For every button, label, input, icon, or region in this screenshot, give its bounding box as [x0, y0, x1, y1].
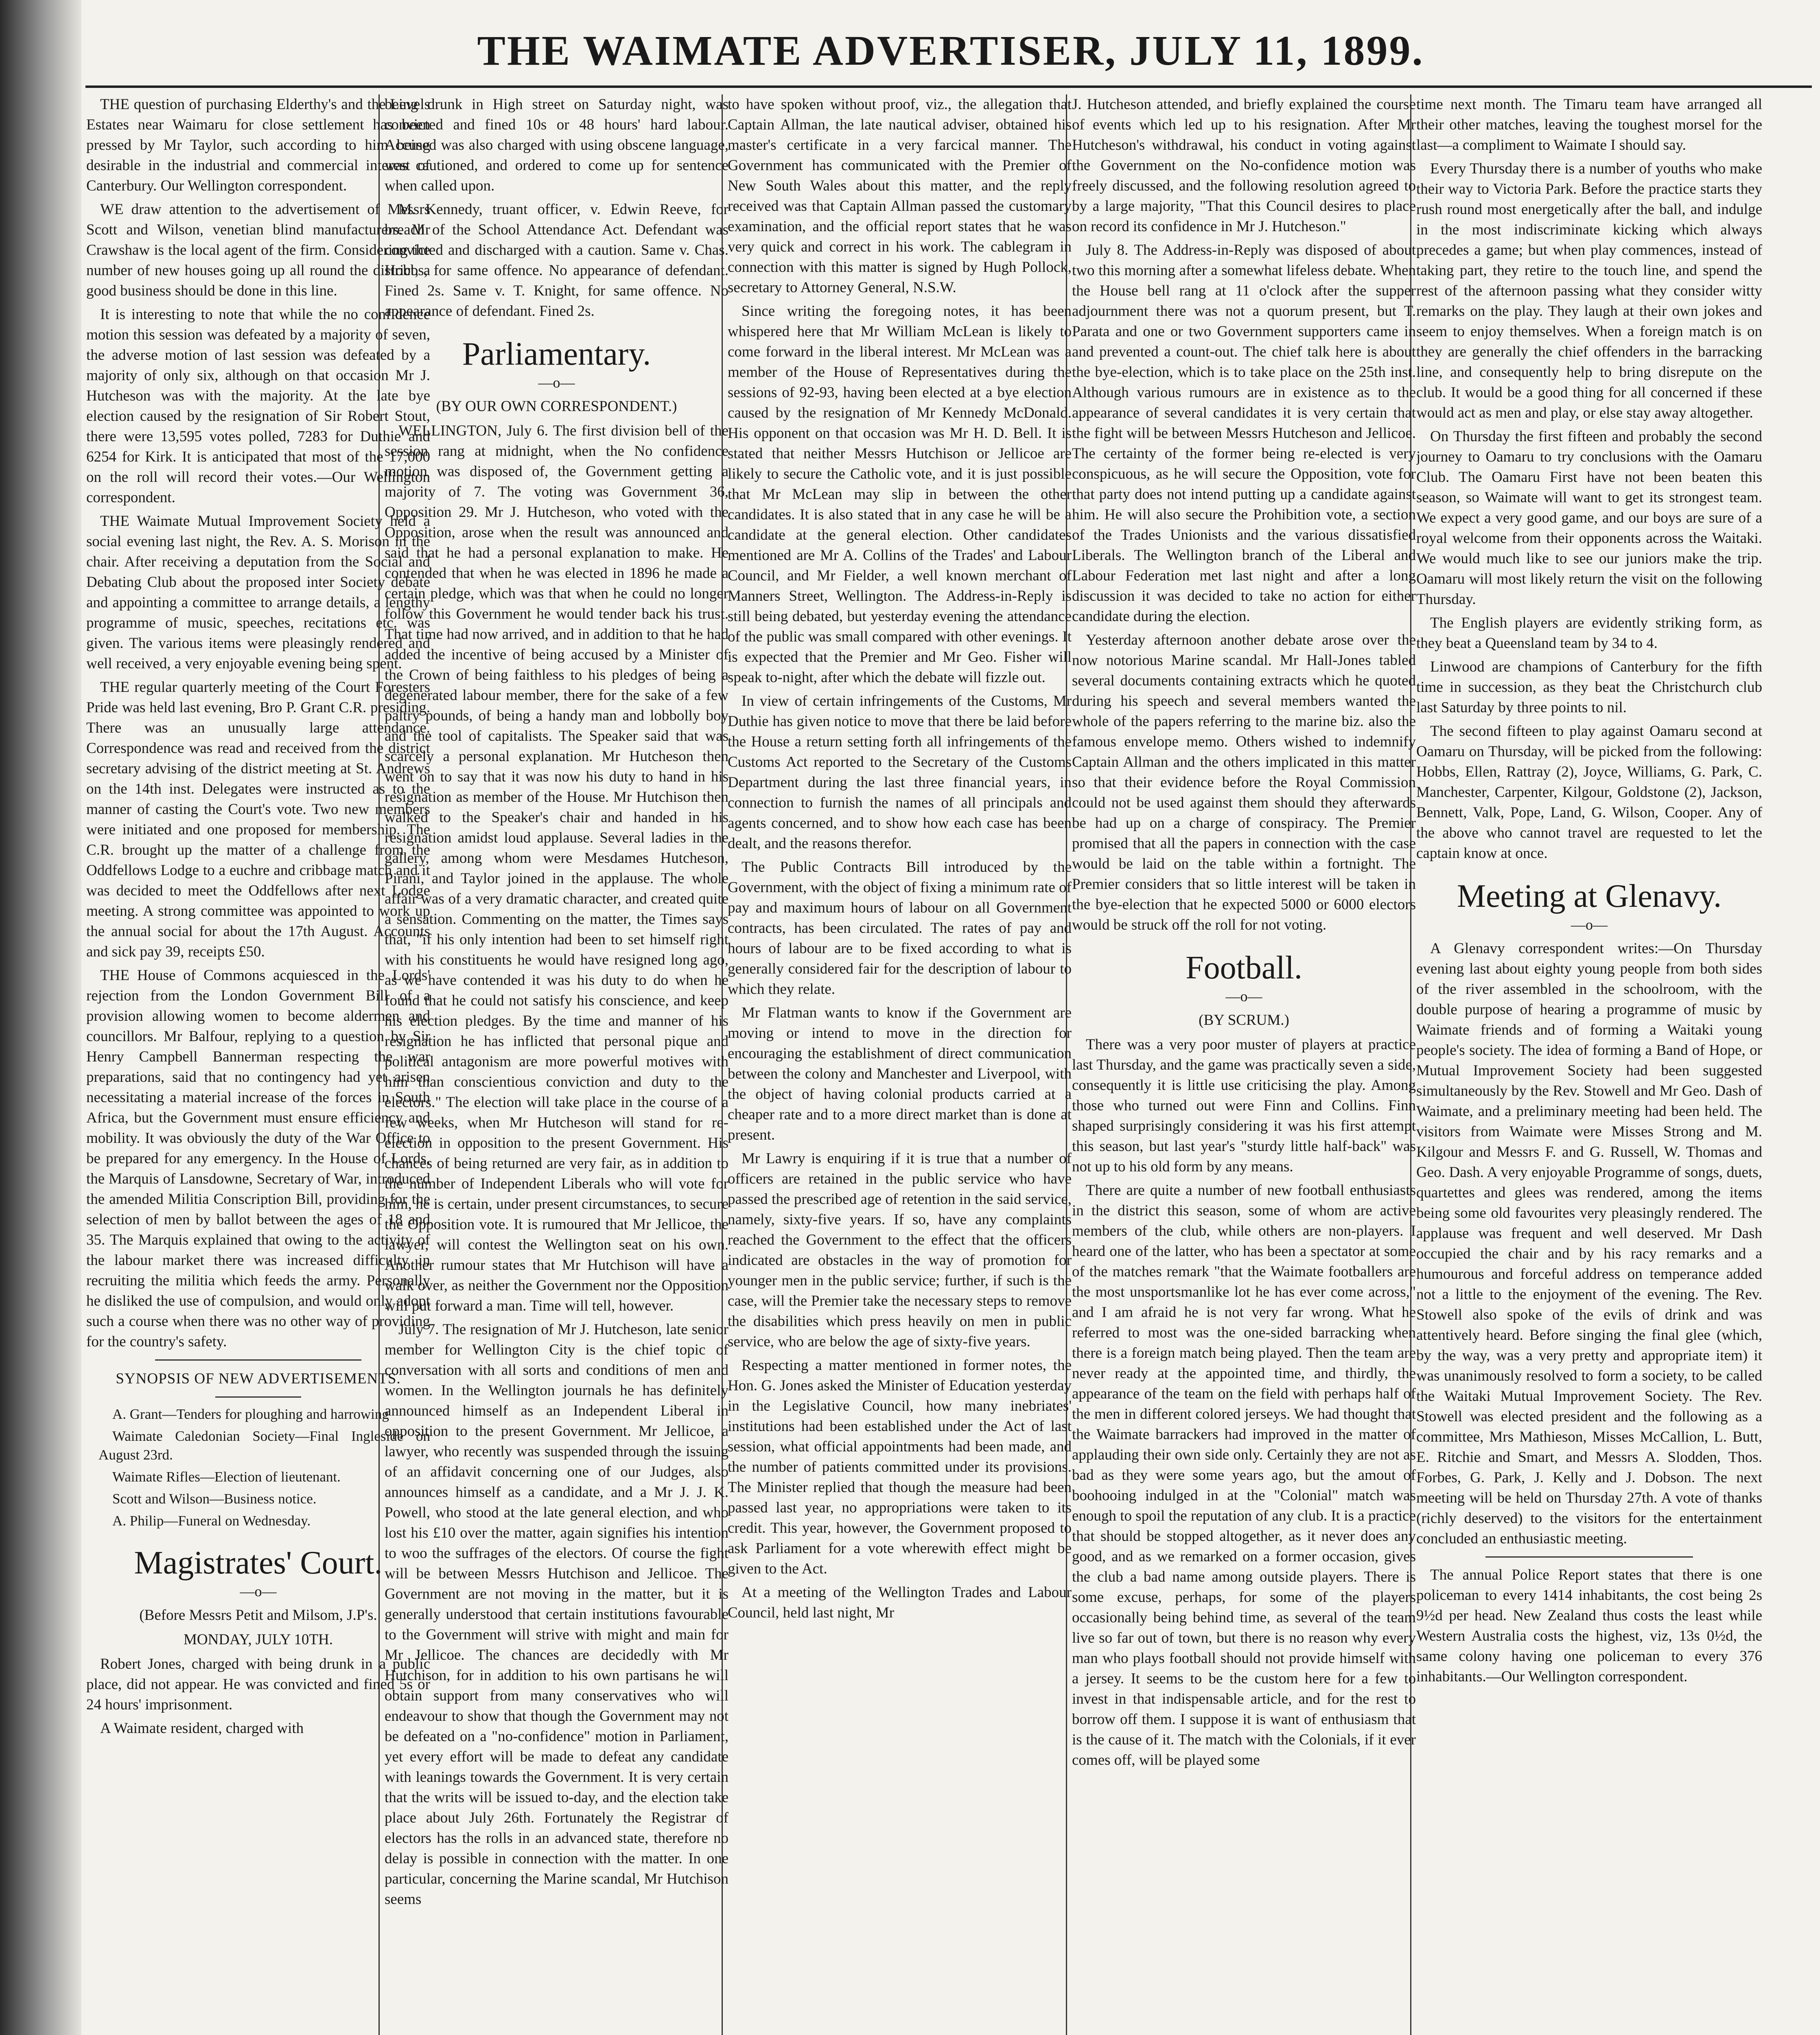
paragraph: July 7. The resignation of Mr J. Hutcheson, late senior member for Wellington City is the chief topic of conversation with all sorts and conditions of men and women. In the Wellington journals he has definitely announced himself as an Independent Liberal in opposition to the present Government. Mr Jellicoe, a lawyer, who recently was suspended through the issuing of an affidavit concerning one of our Judges, also announces himself as a candidate, and a Mr J. J. K. Powell, who stood at the late general election, and who lost his £10 over the matter, again signifies his intention to woo the suffrages of the electors. Of course the fight will be between Messrs Hutchison and Jellicoe. The Government are not moving in the matter, but it is generally understood that certain institutions favourable to the Government will strive with might and main for Mr Jellicoe. The chances are decidedly with Mr Hutchison, for in addition to his own partisans he will obtain support from many conservatives who will endeavour to show that though the Government may not be defeated on a "no-confidence" motion in Parliament, yet every effort will be made to defeat any candidate with leanings towards the Government. It is very certain that the writs will be issued to-day, and the election take place about July 26th. Fortunately the Registrar of electors has the rolls in an advanced state, therefore no delay is possible in connection with the matter. In one particular, concerning the Marine scandal, Mr Hutchison seems [385, 1321, 728, 1908]
paragraph: It is interesting to note that while the no confidence motion this session was defeated by a majority of seven, the adverse motion of last session was defeated by a majority of only six, although on that occasion Mr J. Hutcheson was with the majority. At the late bye election caused by the resignation of Sir Robert Stout, there were 13,595 votes polled, 7283 for Duthie and 6254 for Kirk. It is anticipated that most of the 17,000 on the roll will record their votes.—Our Wellington correspondent. [86, 306, 430, 506]
paragraph: The English players are evidently striking form, as they beat a Queensland team by 34 to 4. [1416, 615, 1762, 652]
ornament: —o— [1571, 917, 1608, 933]
paragraph: Mr Lawry is enquiring if it is true that a number of officers are retained in the public service who have passed the prescribed age of retention in the said service, namely, sixty-five years. If so, have any complaints reached the Government to the effect that the officers indicated are obstacles in the way of promotion for younger men in the public service; further, if such is the case, will the Premier take the necessary steps to remove the disabilities which press heavily on men in public service, who are below the age of sixty-five years. [728, 1150, 1072, 1350]
section-rule [1485, 1556, 1693, 1558]
page-binding-edge [0, 0, 81, 2035]
ornament: —o— [538, 374, 575, 391]
paragraph: There was a very poor muster of players at practice last Thursday, and the game was practically seven a side, consequently it is little use criticising the play. Among those who turned out were Finn and Collins. Finn shaped surprisingly considering it was his first attempt this season, but last year's "sturdy little half-back" was not up to his old form by any means. [1072, 1036, 1416, 1175]
paragraph: M. Kennedy, truant officer, v. Edwin Reeve, for breach of the School Attendance Act. Defendant was convicted and discharged with a caution. Same v. Chas. Hobbs, for same offence. No appearance of defendant. Fined 2s. Same v. T. Knight, for same offence. No appearance of defendant. Fined 2s. [385, 201, 728, 319]
paragraph: The second fifteen to play against Oamaru second at Oamaru on Thursday, will be picked from the following: Hobbs, Ellen, Rattray (2), Joyce, Williams, G. Park, C. Manchester, Carpenter, Kilgour, Goldstone (2), Jackson, Bennett, Valk, Pope, Land, G. Wilson, Cooper. Any of the above who cannot travel are requested to let the captain know at once. [1416, 723, 1762, 862]
paragraph: THE question of purchasing Elderthy's and the Levels Estates near Waimaru for close settlement has been pressed by Mr Taylor, such according to him being desirable in the industrial and commercial interest of Canterbury. Our Wellington correspondent. [86, 96, 430, 194]
paragraph: Robert Jones, charged with being drunk in a public place, did not appear. He was convicted and fined 5s or 24 hours' imprisonment. [86, 1656, 430, 1713]
column-5 [1416, 94, 1762, 2035]
column-3 [728, 94, 1072, 2035]
paragraph: J. Hutcheson attended, and briefly explained the course of events which led up to his resignation. After Mr Hutcheson's withdrawal, his conduct in voting against the Government on the No-confidence motion was freely discussed, and the following resolution agreed to by a large majority, "That this Council desires to place on record its confidence in Mr J. Hutcheson." [1072, 96, 1416, 235]
paragraph: WE draw attention to the advertisement of Messrs Scott and Wilson, venetian blind manufacturers. Mr Crawshaw is the local agent of the firm. Considering the number of new houses going up all round the district, a good business should be done in this line. [86, 201, 430, 299]
synopsis-item: Scott and Wilson—Business notice. [112, 1491, 317, 1507]
paragraph: Linwood are champions of Canterbury for the fifth time in succession, as they beat the Christchurch club last Saturday by three points to nil. [1416, 659, 1762, 716]
section-heading: Meeting at Glenavy. [1457, 878, 1722, 914]
paragraph: On Thursday the first fifteen and probably the second journey to Oamaru to try conclusions with the Oamaru Club. The Oamaru First have not been beaten this season, so Waimate will want to get its strongest team. We expect a very good game, and our boys are sure of a royal welcome from their opponents across the Waitaki. We would much like to see our juniors make the trip. Oamaru will most likely return the visit on the following Thursday. [1416, 428, 1762, 608]
paragraph: July 8. The Address-in-Reply was disposed of about two this morning after a somewhat lifeless debate. When the House bell rang at 11 o'clock after the supper adjournment there was not a quorum present, but T. Parata and one or two Government supporters came in and prevented a count-out. The chief talk here is about the bye-election, which is to take place on the 25th inst. Although various rumours are in existence as to the appearance of several candidates it is very certain that the fight will be between Messrs Hutcheson and Jellicoe. The certainty of the former being re-elected is very conspicuous, as he will secure the Opposition, vote for that party does not intend putting up a candidate against him. He will also secure the Prohibition vote, a section of the Trades Unionists and the various dissatisfied Liberals. The Wellington branch of the Liberal and Labour Federation met last night and after a long discussion it was decided to take no action for either candidate during the election. [1072, 242, 1416, 625]
byline: (BY SCRUM.) [1199, 1012, 1289, 1028]
paragraph: Every Thursday there is a number of youths who make their way to Victoria Park. Before the practice starts they rush round most energetically after the ball, and indulge in the most indiscriminate kicking which always precedes a game; but when play commences, instead of taking part, they retire to the touch line, and spend the rest of the afternoon passing what they consider witty remarks on the play. They laugh at their own jokes and seem to enjoy themselves. When a foreign match is on they are generally the chief offenders in the barracking line, and consequently help to bring disrepute on the club. It would be a good thing for all concerned if these would act as men and play, or else stay away altogether. [1416, 160, 1762, 421]
ornament: —o— [1225, 988, 1262, 1004]
synopsis-item: A. Philip—Funeral on Wednesday. [112, 1513, 311, 1529]
section-heading: Magistrates' Court. [134, 1545, 383, 1581]
section-rule [215, 1396, 301, 1398]
court-bench: (Before Messrs Petit and Milsom, J.P's. [139, 1607, 377, 1624]
paragraph: WELLINGTON, July 6. The first division bell of the session rang at midnight, when the No confidence motion was disposed of, the Government getting a majority of 7. The voting was Government 36, Opposition 29. Mr J. Hutcheson, who voted with the Opposition, arose when the result was announced and said that he had a personal explanation to make. He contended that when he was elected in 1896 he made a certain pledge, which was that when he could no longer follow this Government he would tender back his trust. That time had now arrived, and in addition to that he had added the incentive of being accused by a Minister of the Crown of being faithless to his pledges of being a degenerated labour member, there for the sake of a few paltry pounds, of being a handy man and lobbolly boy and the tool of capitalists. The Speaker said that was scarcely a personal explanation. Mr Hutcheson then went on to say that it was now his duty to hand in his resignation as member of the House. Mr Hutchison then walked to the Speaker's chair and handed in his resignation amidst loud applause. Several ladies in the gallery, among whom were Mesdames Hutcheson, Pirani, and Taylor joined in the applause. The whole affair was of a very dramatic character, and created quite a sensation. Commenting on the matter, the Times says that, "if his only intention had been to set himself right with his constituents he would have resigned long ago, as we have contended it was his duty to do when he found that he could not satisfy his conscience, and keep his election pledges. By the time and manner of his resignation he has inflicted that personal pique and political antagonism are more powerful motives with him than conscientious conviction and duty to the electors." The election will take place in the course of a few weeks, when Mr Hutcheson will stand for re-election in opposition to the present Government. His chances of being returned are very fair, as in addition to the number of Independent Liberals who will vote for him, he is certain, under present circumstances, to secure the Opposition vote. It is rumoured that Mr Jellicoe, the lawyer, will contest the Wellington seat on his own. Another rumour states that Mr Hutchison will have a walk over, as neither the Government nor the Opposition will put forward a man. Time will tell, however. [385, 422, 728, 1314]
paragraph: A Glenavy correspondent writes:—On Thursday evening last about eighty young people from both sides of the river assembled in the schoolroom, with the double purpose of hearing a programme of music by Waimate friends and of forming a Waitaki young people's society. The idea of forming a Band of Hope, or Mutual Improvement Society had been suggested simultaneously by the Rev. Stowell and Mr Geo. Dash of Waimate, and a preliminary meeting had been held. The visitors from Waimate were Misses Strong and M. Kilgour and Messrs F. and G. Russell, W. Thomas and Geo. Dash. A very enjoyable Programme of songs, duets, quartettes and glees was rendered, among the items being some old favourites very pleasingly rendered. The applause was frequent and well deserved. Mr Dash occupied the chair and by his racy remarks and a humourous and forceful address on temperance added not a little to the enjoyment of the evening. The Rev. Stowell also spoke of the evils of drink and was attentively heard. Before singing the final glee (which, by the way, was a very pretty and appropriate item) it was unanimously resolved to form a society, to be called the Waitaki Mutual Improvement Society. The Rev. Stowell was elected president and the following as a committee, Mrs Mathieson, Misses McCallion, L. Butt, E. Ritchie and Smart, and Messrs A. Slodden, Thos. Forbes, G. Park, J. Kelly and J. Dobson. The next meeting will be held on Thursday 27th. A vote of thanks (richly deserved) to the visitors for the entertainment concluded an enthusiastic meeting. [1416, 940, 1762, 1547]
paragraph: The annual Police Report states that there is one policeman to every 1414 inhabitants, the cost being 2s 9½d per head. New Zealand thus costs the least while Western Australia costs the highest, viz, 13s 0½d, the same colony having one policeman to every 376 inhabitants.—Our Wellington correspondent. [1416, 1567, 1762, 1685]
correspondent-line: (BY OUR OWN CORRESPONDENT.) [436, 398, 677, 415]
paragraph: time next month. The Timaru team have arranged all their other matches, leaving the toughest morsel for the last—a compliment to Waimate I should say. [1416, 96, 1762, 153]
paragraph: In view of certain infringements of the Customs, Mr Duthie has given notice to move that there be laid before the House a return setting forth all infringements of the Customs Act reported to the Secretary of the Customs Department during the last three financial years, in connection to furnish the names of all principals and agents concerned, and to show how each case has been dealt, and the reasons therefor. [728, 693, 1072, 852]
synopsis-title: SYNOPSIS OF NEW ADVERTISEMENTS. [116, 1370, 401, 1387]
paragraph: Since writing the foregoing notes, it has been whispered here that Mr William McLean is likely to come forward in the liberal interest. Mr McLean was a member of the House of Representatives during the sessions of 92-93, having been elected at a bye election caused by the resignation of Mr Kennedy McDonald. His opponent on that occasion was Mr H. D. Bell. It is stated that neither Messrs Hutchison or Jellicoe are likely to secure the Catholic vote, and it is just possible that Mr McLean may slip in between the other candidates. It is also stated that in any case he will be a candidate at the general election. Other candidates mentioned are Mr A. Collins of the Trades' and Labour Council, and Mr Fielder, a well known merchant of Manners Street, Wellington. The Address-in-Reply is still being debated, but yesterday evening the attendance of the public was small compared with other evenings. It is expected that the Premier and Mr Geo. Fisher will speak to-night, after which the debate will fizzle out. [728, 303, 1072, 686]
paragraph: At a meeting of the Wellington Trades and Labour Council, held last night, Mr [728, 1584, 1072, 1621]
paragraph: Mr Flatman wants to know if the Government are moving or intend to move in the direction for encouraging the establishment of direct communication between the colony and Manchester and Liverpool, with the object of having colonial products carried at a cheaper rate and to a more direct market than is done at present. [728, 1004, 1072, 1143]
column-1 [86, 94, 430, 2035]
paragraph: A Waimate resident, charged with [100, 1720, 304, 1737]
synopsis-item: A. Grant—Tenders for ploughing and harrowing [112, 1406, 389, 1422]
masthead-rule [85, 85, 1812, 88]
paragraph: THE Waimate Mutual Improvement Society held a social evening last night, the Rev. A. S. Morison in the chair. After receiving a deputation from the Social and Debating Club about the proposed inter Society debate and appointing a committee to arrange details, a lengthy programme of music, speeches, recitations etc. was given. The various items were pleasingly rendered and well received, a very enjoyable evening being spent. [86, 513, 430, 672]
synopsis-item: Waimate Rifles—Election of lieutenant. [112, 1469, 341, 1485]
paragraph: to have spoken without proof, viz., the allegation that Captain Allman, the late nautical adviser, obtained his master's certificate in a very farcical manner. The Government has communicated with the Premier of New South Wales about this matter, and the reply received was that Captain Allman passed the customary examination, and the official report states that he was very quick and correct in his work. The cablegram in connection with this matter is signed by Hugh Pollock, secretary to Attorney General, N.S.W. [728, 96, 1072, 296]
court-date: MONDAY, JULY 10TH. [183, 1631, 333, 1648]
paragraph: THE House of Commons acquiesced in the Lords' rejection from the London Government Bill of a provision allowing women to become aldermen and councillors. Mr Balfour, replying to a question by Sir Henry Campbell Bannerman respecting the war preparations, said that no contingency had yet arisen necessitating a material increase of the forces in South Africa, but the Government must ensure efficiency and mobility. It was obviously the duty of the War Office to be prepared for any emergency. In the House of Lords, the Marquis of Lansdowne, Secretary of War, introduced the amended Militia Conscription Bill, providing for the selection of men by ballot between the ages of 18 and 35. The Marquis explained that owing to the activity of the labour market there was increased difficulty in recruiting the militia which feeds the army. Personally he disliked the use of compulsion, and would only adopt such a course when there was no other way of providing for the country's safety. [86, 967, 430, 1350]
column-2 [385, 94, 728, 2035]
paragraph: THE regular quarterly meeting of the Court Foresters Pride was held last evening, Bro P. Grant C.R. presiding. There was an unusually large attendance. Correspondence was read and received from the district secretary advising of the district meeting at St. Andrews on the 14th inst. Delegates were instructed as to the manner of casting the Court's vote. Two new members were initiated and one proposed for membership. The C.R. brought up the matter of a challenge from the Oddfellows Lodge to a euchre and cribbage match and it was decided to meet the Oddfellows after next Lodge meeting. A strong committee was appointed to work up the annual social for about the 17th August. Accounts and sick pay 39, receipts £50. [86, 679, 430, 960]
synopsis-item: Waimate Caledonian Society—Final Ingleside on August 23rd. [98, 1428, 430, 1463]
section-heading: Parliamentary. [462, 336, 651, 372]
section-rule [155, 1359, 361, 1361]
masthead: THE WAIMATE ADVERTISER, JULY 11, 1899. [477, 27, 1424, 74]
ornament: —o— [240, 1583, 277, 1600]
paragraph: The Public Contracts Bill introduced by the Government, with the object of fixing a minimum rate of pay and maximum hours of labour on all Government contracts, has been circulated. The rates of pay and hours of labour are to be fixed according to what is generally considered fair for the description of labour to which they relate. [728, 859, 1072, 998]
paragraph: Yesterday afternoon another debate arose over the now notorious Marine scandal. Mr Hall-Jones tabled several documents containing extracts which he quoted during his speech and several members wanted the whole of the papers referring to the marine biz. also the famous envelope memo. Others wished to indemnify Captain Allman and the others implicated in this matter so that their evidence before the Royal Commission could not be used against them should they afterwards be had up on a charge of conspiracy. The Premier promised that all the papers in connection with the case would be laid on the table within a fortnight. The Premier considers that so little interest will be taken in the bye-election that he expected 5000 or 6000 electors would be struck off the roll for not voting. [1072, 632, 1416, 933]
paragraph: being drunk in High street on Saturday night, was convicted and fined 10s or 48 hours' hard labour. Accused was also charged with using obscene language, was cautioned, and ordered to come up for sentence when called upon. [385, 96, 728, 194]
paragraph: Respecting a matter mentioned in former notes, the Hon. G. Jones asked the Minister of Education yesterday in the Legislative Council, how many inebriates' institutions had been established under the Act of last session, what official appointments had been made, and the number of patients committed under its provisions. The Minister replied that though the measure had been passed last year, no appropriations were taken to its credit. This year, however, the Government proposed to ask Parliament for a vote wherewith effect might be given to the Act. [728, 1357, 1072, 1577]
paragraph: There are quite a number of new football enthusiasts in the district this season, some of whom are active members of the club, while others are non-players. I heard one of the latter, who has been a spectator at some of the matches remark "that the Waimate footballers are the most unsportsmanlike lot he has ever come across," and I am afraid he is not very far wrong. What he referred to most was the one-sided barracking when there is a foreign match being played. Then the team are never ready at the appointed time, and thirdly, the appearance of the team on the field with perhaps half of the men in different colored jerseys. We had thought that the Waimate barrackers had improved in the matter of applauding their own side only. Certainly they are not as bad as they were some years ago, but the amout of boohooing indulged in at the "Colonial" match was enough to spoil the reputation of any club. It is a practice that should be stopped altogether, as it never does any good, and as we remarked on a former occasion, gives the club a bad name among outside players. There is some excuse, perhaps, for some of the players occasionally being behind time, as several of the team live so far out of town, but there is no reason why every man who plays football should not provide himself with a jersey. It seems to be the custom here for a few to invest in that indispensable article, and for the rest to borrow off them. I suppose it is want of enthusiasm that is the cause of it. The match with the Colonials, if it ever comes off, will be played some [1072, 1182, 1416, 1768]
column-4 [1072, 94, 1416, 2035]
section-heading: Football. [1186, 950, 1302, 986]
